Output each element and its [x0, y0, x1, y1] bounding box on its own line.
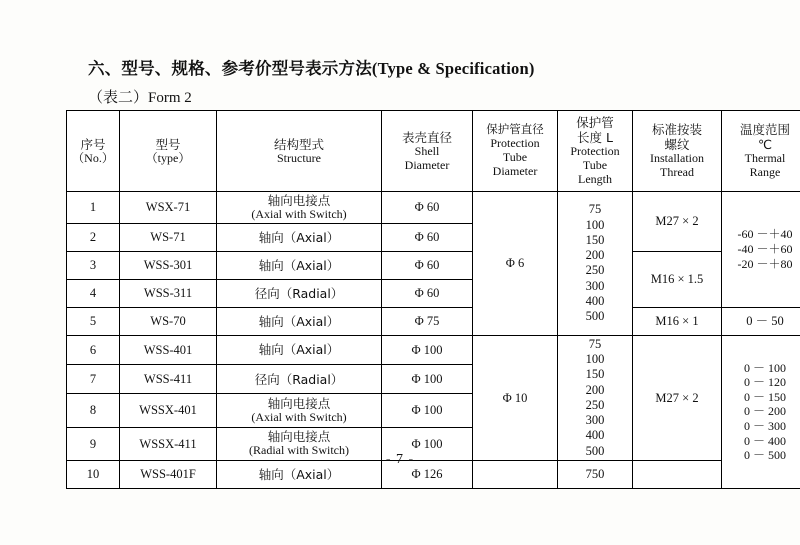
cell-type: WSX-71 — [120, 192, 217, 224]
table-row — [67, 335, 800, 364]
header-structure-cn: 结构型式 — [273, 136, 324, 152]
tube-length-value: 300 — [585, 278, 605, 293]
cell-structure-cn: 轴向电接点 — [267, 396, 331, 412]
tube-length-value: 150 — [585, 232, 605, 247]
cell-structure-cn: 轴向（Axial） — [258, 229, 340, 245]
cell-structure — [217, 335, 382, 364]
cell-structure-cn: 轴向（Axial） — [258, 466, 340, 482]
header-thread-cn-1: 标准按装 — [651, 122, 702, 138]
tube-length-value: 250 — [585, 263, 605, 278]
header-tube-length — [558, 111, 633, 192]
cell-tube-length-group-2 — [558, 335, 633, 460]
cell-type: WSS-411 — [120, 365, 217, 394]
cell-thread-m16-1: M16 × 1 — [633, 307, 722, 335]
cell-tube-diameter-small: Φ 6 — [473, 192, 558, 336]
cell-shell-diameter: Φ 75 — [382, 307, 473, 335]
header-thread-en-1: Installation — [650, 151, 704, 166]
tube-length-value: 100 — [585, 217, 605, 232]
tube-length-value: 500 — [585, 309, 605, 324]
cell-thermal-group-1 — [722, 192, 800, 308]
tube-length-value: 100 — [585, 352, 605, 367]
thermal-value: 0 － 300 — [743, 419, 786, 434]
cell-no: 7 — [67, 365, 120, 394]
header-tube-diameter-cn: 保护管直径 — [486, 122, 544, 137]
table-row — [67, 192, 800, 224]
table-row — [67, 251, 800, 279]
thermal-value: 0 － 150 — [743, 389, 786, 404]
cell-structure — [217, 279, 382, 307]
header-structure — [217, 111, 382, 192]
header-tube-length-cn-2: 长度 L — [577, 130, 613, 146]
cell-type: WSS-311 — [120, 279, 217, 307]
tube-length-value: 200 — [585, 382, 605, 397]
cell-tube-length-group-1 — [558, 192, 633, 336]
header-tube-diameter-en-3: Diameter — [492, 163, 538, 178]
cell-thread-m27-bottom: M27 × 2 — [633, 335, 722, 460]
cell-shell-diameter: Φ 100 — [382, 427, 473, 460]
cell-shell-diameter: Φ 60 — [382, 192, 473, 224]
cell-shell-diameter: Φ 126 — [382, 460, 473, 488]
cell-no: 1 — [67, 192, 120, 224]
thermal-value: -60 －＋40 — [737, 227, 793, 242]
header-shell-diameter — [382, 111, 473, 192]
cell-structure-cn: 轴向（Axial） — [258, 257, 340, 273]
thermal-value: 0 － 400 — [743, 433, 786, 448]
header-thread-cn-2: 螺纹 — [664, 137, 690, 153]
cell-structure-cn: 径向（Radial） — [254, 371, 344, 387]
cell-structure-cn: 轴向（Axial） — [258, 313, 340, 329]
cell-structure — [217, 365, 382, 394]
cell-structure — [217, 394, 382, 427]
thermal-value: 0 － 200 — [743, 404, 786, 419]
cell-type: WSS-401 — [120, 335, 217, 364]
header-no — [67, 111, 120, 192]
page-number: - 7 - — [385, 452, 415, 467]
cell-structure-en: (Axial with Switch) — [251, 207, 347, 221]
tube-length-value: 400 — [585, 428, 605, 443]
specification-table — [66, 110, 800, 489]
cell-no: 8 — [67, 394, 120, 427]
form-subtitle: （表二）Form 2 — [88, 90, 192, 106]
cell-thread-m16-15: M16 × 1.5 — [633, 251, 722, 307]
header-tube-diameter-en-2: Tube — [502, 150, 528, 164]
cell-type: WSSX-411 — [120, 427, 217, 460]
cell-tube-length-750: 750 — [558, 460, 633, 488]
header-tube-diameter-en-1: Protection — [490, 136, 540, 151]
header-thread — [633, 111, 722, 192]
tube-length-value: 200 — [585, 248, 605, 263]
tube-length-value: 250 — [585, 397, 605, 412]
cell-structure-cn: 轴向电接点 — [267, 429, 331, 445]
header-type — [120, 111, 217, 192]
tube-length-value: 300 — [585, 413, 605, 428]
cell-no: 2 — [67, 223, 120, 251]
tube-length-value: 400 — [585, 293, 605, 308]
cell-structure — [217, 251, 382, 279]
header-no-en: （No.） — [72, 150, 114, 165]
header-thread-en-2: Thread — [660, 165, 694, 179]
header-type-en: （type） — [145, 150, 191, 165]
header-tube-diameter — [473, 111, 558, 192]
cell-shell-diameter: Φ 100 — [382, 365, 473, 394]
cell-type: WS-71 — [120, 223, 217, 251]
cell-structure — [217, 192, 382, 224]
cell-type: WS-70 — [120, 307, 217, 335]
cell-no: 3 — [67, 251, 120, 279]
header-thermal-en-1: Thermal — [744, 151, 786, 166]
tube-length-value: 500 — [585, 443, 605, 458]
cell-shell-diameter: Φ 100 — [382, 335, 473, 364]
tube-length-value: 75 — [588, 336, 602, 351]
thermal-value: 0 － 100 — [743, 360, 786, 375]
table-header — [67, 111, 800, 192]
cell-no: 4 — [67, 279, 120, 307]
header-shell-en-2: Diameter — [404, 157, 450, 172]
cell-shell-diameter: Φ 100 — [382, 394, 473, 427]
header-thermal-cn-1: 温度范围 — [739, 122, 790, 138]
cell-shell-diameter: Φ 60 — [382, 223, 473, 251]
cell-type: WSSX-401 — [120, 394, 217, 427]
cell-structure-cn: 径向（Radial） — [254, 285, 344, 301]
header-tube-length-en-2: Tube — [582, 158, 608, 173]
header-structure-en: Structure — [277, 150, 321, 165]
thermal-value: -20 －＋80 — [737, 256, 793, 271]
cell-thermal-0-50: 0 － 50 — [722, 307, 800, 335]
cell-no: 10 — [67, 460, 120, 488]
tube-length-value: 75 — [588, 202, 602, 217]
cell-tube-diameter-large: Φ 10 — [473, 335, 558, 460]
header-thermal-en-2: Range — [749, 165, 781, 179]
cell-shell-diameter: Φ 60 — [382, 251, 473, 279]
cell-type: WSS-401F — [120, 460, 217, 488]
header-tube-length-en-1: Protection — [570, 144, 620, 159]
cell-structure — [217, 307, 382, 335]
cell-no: 6 — [67, 335, 120, 364]
cell-structure — [217, 223, 382, 251]
header-shell-cn: 表壳直径 — [401, 129, 452, 145]
table-body — [67, 192, 800, 489]
cell-thread-m27-top: M27 × 2 — [633, 192, 722, 252]
cell-structure-cn: 轴向（Axial） — [258, 342, 340, 358]
cell-no: 9 — [67, 427, 120, 460]
thermal-value: 0 － 500 — [743, 448, 786, 463]
cell-structure-cn: 轴向电接点 — [267, 193, 331, 208]
header-tube-length-cn-1: 保护管 — [576, 115, 614, 131]
page-title: 六、型号、规格、参考价型号表示方法(Type & Specification) — [88, 59, 535, 78]
header-thermal-range — [722, 111, 800, 192]
thermal-value: 0 － 120 — [743, 375, 786, 390]
cell-structure-en: (Radial with Switch) — [249, 443, 349, 458]
cell-no: 5 — [67, 307, 120, 335]
header-tube-length-en-3: Length — [578, 171, 612, 186]
header-shell-en-1: Shell — [414, 143, 440, 158]
header-no-cn: 序号 — [80, 136, 106, 152]
thermal-value: -40 －＋60 — [737, 242, 793, 257]
table-row — [67, 307, 800, 335]
table-header-row — [67, 111, 800, 192]
header-type-cn: 型号 — [155, 136, 181, 152]
tube-length-value: 150 — [585, 367, 605, 382]
cell-type: WSS-301 — [120, 251, 217, 279]
cell-shell-diameter: Φ 60 — [382, 279, 473, 307]
header-thermal-cn-2: ℃ — [757, 137, 773, 153]
cell-structure-en: (Axial with Switch) — [251, 410, 347, 425]
